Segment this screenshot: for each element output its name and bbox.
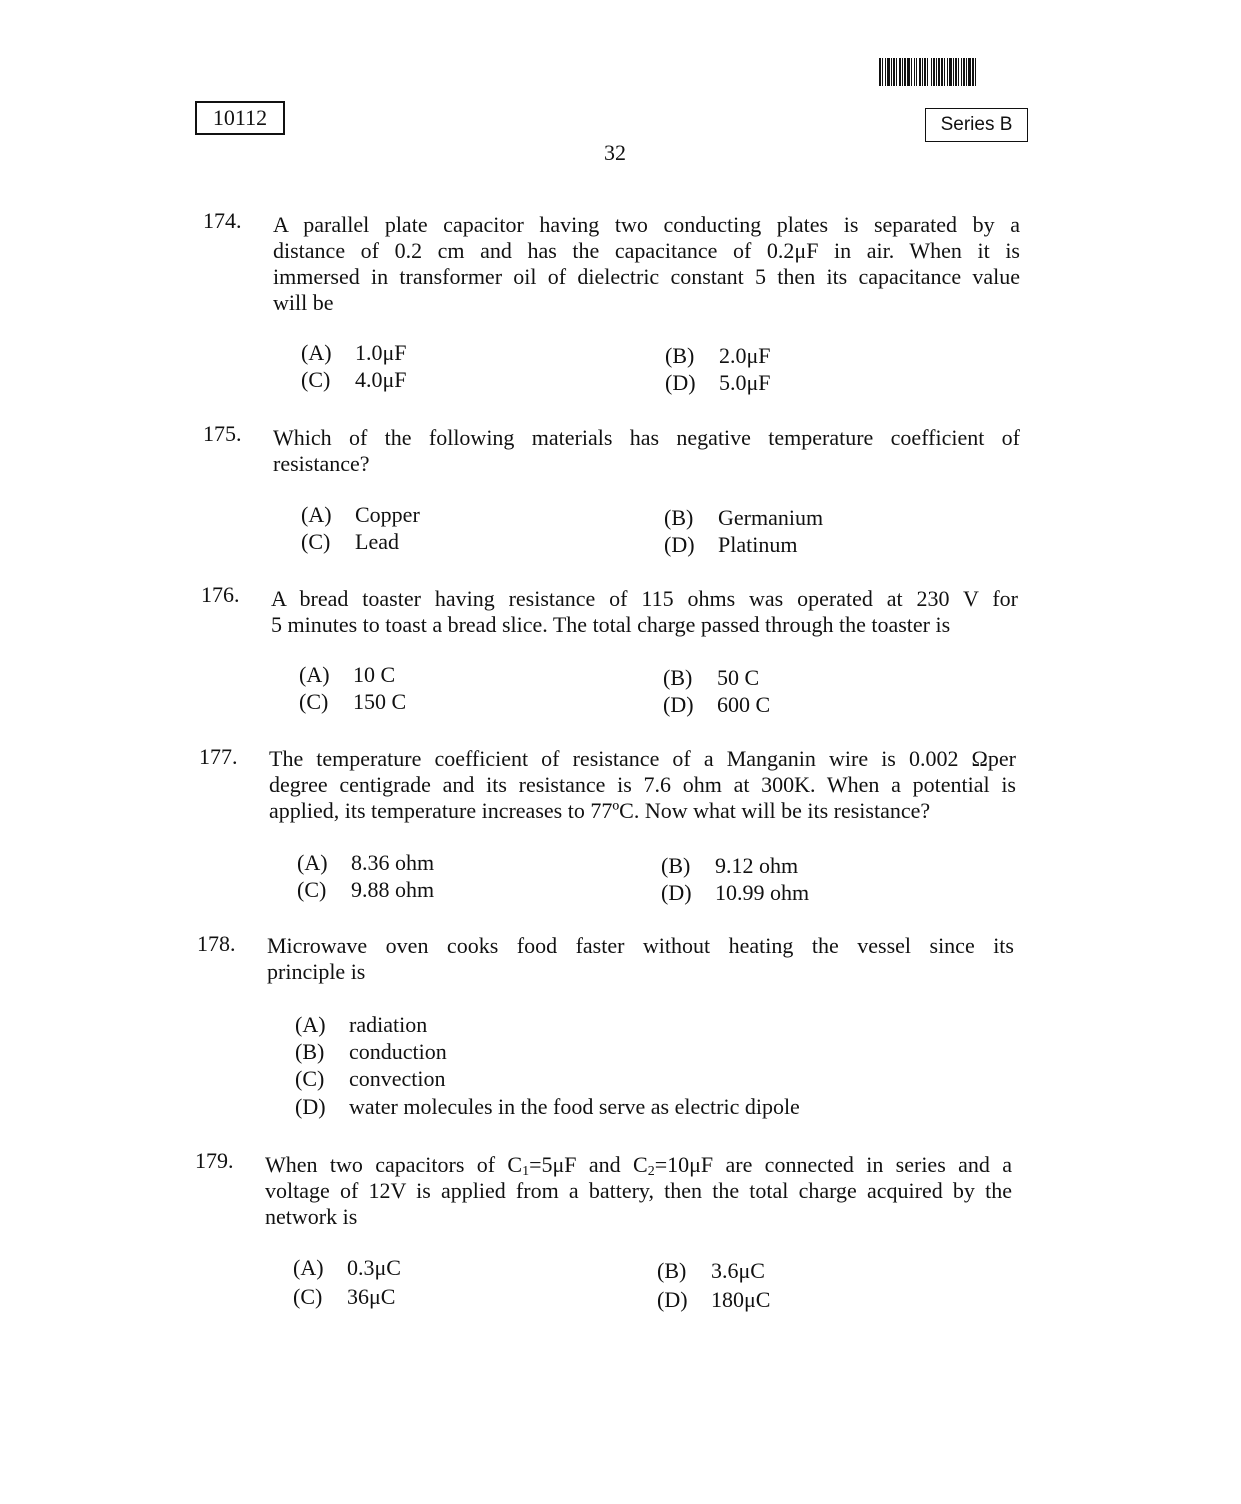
option-text: 10 C bbox=[353, 662, 396, 687]
option-label: (C) bbox=[295, 1066, 325, 1091]
question-text bbox=[269, 746, 1016, 824]
option-text: 2.0μF bbox=[719, 343, 771, 368]
option-d bbox=[657, 1287, 770, 1313]
option-text: water molecules in the food serve as electric dipole bbox=[349, 1094, 800, 1119]
option-label: (A) bbox=[297, 850, 328, 875]
option-label: (C) bbox=[297, 877, 327, 902]
series-box: Series B bbox=[925, 108, 1028, 142]
question-line: A parallel plate capacitor having two conducting plates is separated by a bbox=[273, 212, 1020, 237]
question-line: 5 minutes to toast a bread slice. The total charge passed through the toaster is bbox=[271, 612, 951, 637]
question-text bbox=[271, 586, 1018, 638]
question-line: network is bbox=[265, 1204, 358, 1229]
line-part: =5μF and C bbox=[529, 1152, 648, 1177]
question-line: will be bbox=[273, 290, 334, 315]
line-part: When two capacitors of C bbox=[265, 1152, 523, 1177]
option-c bbox=[301, 529, 399, 555]
option-label: (A) bbox=[293, 1255, 324, 1280]
page-number: 32 bbox=[604, 140, 626, 165]
option-c bbox=[295, 1066, 446, 1092]
option-text: Germanium bbox=[718, 505, 824, 530]
option-d bbox=[661, 880, 809, 906]
option-label: (C) bbox=[299, 689, 329, 714]
question-number: 177. bbox=[199, 744, 238, 769]
option-label: (B) bbox=[295, 1039, 325, 1064]
option-c bbox=[301, 367, 407, 393]
option-label: (B) bbox=[663, 665, 693, 690]
question-number: 174. bbox=[203, 208, 242, 233]
option-c bbox=[299, 689, 406, 715]
question-number: 176. bbox=[201, 582, 240, 607]
question-line bbox=[265, 1152, 1012, 1178]
option-text: 8.36 ohm bbox=[351, 850, 435, 875]
question-line: Which of the following materials has negative temperature coefficient of bbox=[273, 425, 1020, 450]
option-text: Lead bbox=[355, 529, 399, 554]
option-label: (C) bbox=[301, 529, 331, 554]
option-d bbox=[665, 370, 771, 396]
option-b bbox=[661, 853, 798, 879]
option-b bbox=[663, 665, 759, 691]
option-b bbox=[295, 1039, 447, 1065]
option-text: convection bbox=[349, 1066, 446, 1091]
question-text bbox=[273, 212, 1020, 316]
option-b bbox=[665, 343, 771, 369]
question-text bbox=[273, 425, 1020, 477]
option-label: (D) bbox=[663, 692, 694, 717]
option-label: (D) bbox=[665, 370, 696, 395]
option-a bbox=[297, 850, 434, 876]
option-text: 1.0μF bbox=[355, 340, 407, 365]
question-line: The temperature coefficient of resistance of a Manganin wire is 0.002 Ωper bbox=[269, 746, 1016, 771]
question-line: degree centigrade and its resistance is 7.6 ohm at 300K. When a potential is bbox=[269, 772, 1016, 797]
option-text: 0.3μC bbox=[347, 1255, 401, 1280]
question-line: A bread toaster having resistance of 115 ohms was operated at 230 V for bbox=[271, 586, 1018, 611]
option-d bbox=[295, 1094, 800, 1120]
option-label: (A) bbox=[301, 340, 332, 365]
option-text: 9.88 ohm bbox=[351, 877, 435, 902]
option-label: (D) bbox=[295, 1094, 326, 1119]
option-a bbox=[301, 502, 420, 528]
option-text: 36μC bbox=[347, 1284, 396, 1309]
subscript: 1 bbox=[522, 1164, 530, 1179]
option-text: 150 C bbox=[353, 689, 407, 714]
option-label: (B) bbox=[665, 343, 695, 368]
barcode bbox=[879, 58, 1054, 86]
option-text: 5.0μF bbox=[719, 370, 771, 395]
option-a bbox=[293, 1255, 401, 1281]
option-label: (D) bbox=[664, 532, 695, 557]
option-label: (B) bbox=[661, 853, 691, 878]
option-text: Platinum bbox=[718, 532, 798, 557]
option-b bbox=[664, 505, 823, 531]
option-c bbox=[297, 877, 434, 903]
option-text: 3.6μC bbox=[711, 1258, 765, 1283]
option-label: (C) bbox=[293, 1284, 323, 1309]
barcode-bar bbox=[976, 58, 978, 86]
subscript: 2 bbox=[647, 1164, 655, 1179]
option-a bbox=[299, 662, 395, 688]
option-label: (A) bbox=[299, 662, 330, 687]
question-line: immersed in transformer oil of dielectric constant 5 then its capacitance value bbox=[273, 264, 1020, 289]
question-number: 179. bbox=[195, 1148, 234, 1173]
option-text: 9.12 ohm bbox=[715, 853, 799, 878]
question-line: distance of 0.2 cm and has the capacitance of 0.2μF in air. When it is bbox=[273, 238, 1020, 263]
question-line: applied, its temperature increases to 77ºC. Now what will be its resistance? bbox=[269, 798, 931, 823]
question-text bbox=[265, 1152, 1012, 1230]
question-text bbox=[267, 933, 1014, 985]
option-label: (B) bbox=[664, 505, 694, 530]
option-label: (A) bbox=[301, 502, 332, 527]
question-number: 175. bbox=[203, 421, 242, 446]
option-a bbox=[295, 1012, 427, 1038]
option-a bbox=[301, 340, 407, 366]
option-label: (D) bbox=[657, 1287, 688, 1312]
option-c bbox=[293, 1284, 395, 1310]
option-text: Copper bbox=[355, 502, 420, 527]
option-text: 600 C bbox=[717, 692, 771, 717]
question-line: resistance? bbox=[273, 451, 370, 476]
question-line: voltage of 12V is applied from a battery, then the total charge acquired by the bbox=[265, 1178, 1012, 1203]
option-text: radiation bbox=[349, 1012, 428, 1037]
paper-code-box: 10112 bbox=[195, 101, 285, 135]
option-b bbox=[657, 1258, 765, 1284]
question-line: Microwave oven cooks food faster without heating the vessel since its bbox=[267, 933, 1014, 958]
option-text: conduction bbox=[349, 1039, 447, 1064]
option-label: (C) bbox=[301, 367, 331, 392]
question-line: principle is bbox=[267, 959, 366, 984]
option-d bbox=[663, 692, 770, 718]
option-text: 180μC bbox=[711, 1287, 771, 1312]
option-d bbox=[664, 532, 797, 558]
option-text: 50 C bbox=[717, 665, 760, 690]
option-label: (A) bbox=[295, 1012, 326, 1037]
option-label: (D) bbox=[661, 880, 692, 905]
option-text: 10.99 ohm bbox=[715, 880, 810, 905]
question-number: 178. bbox=[197, 931, 236, 956]
option-text: 4.0μF bbox=[355, 367, 407, 392]
line-part: =10μF are connected in series and a bbox=[654, 1152, 1012, 1177]
option-label: (B) bbox=[657, 1258, 687, 1283]
